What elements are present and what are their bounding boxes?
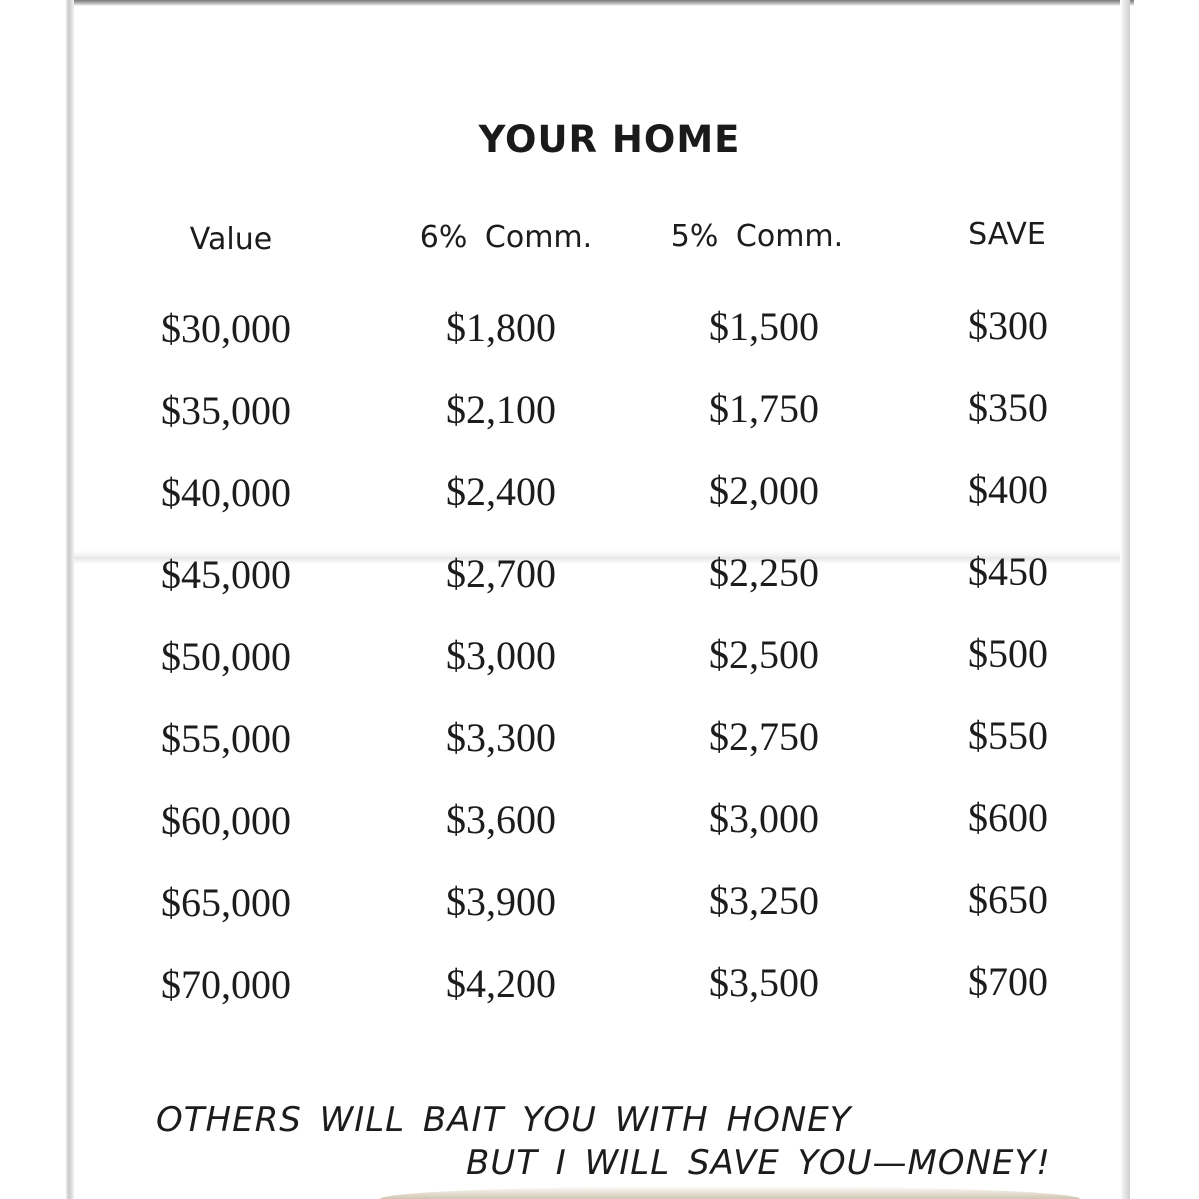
page-title: YOUR HOME xyxy=(478,118,741,161)
save-cell: $500 xyxy=(968,631,1048,676)
save-cell: $350 xyxy=(968,385,1048,430)
six-pct-comm-cell: $3,900 xyxy=(446,879,556,924)
slogan-line-1: OTHERS WILL BAIT YOU WITH HONEY xyxy=(156,1100,852,1140)
save-cell: $400 xyxy=(968,467,1048,512)
value-cell: $40,000 xyxy=(161,470,291,515)
value-cell: $30,000 xyxy=(161,306,291,351)
six-pct-comm-cell: $4,200 xyxy=(446,961,556,1006)
paper-left-edge xyxy=(66,0,74,1199)
save-cell: $600 xyxy=(968,795,1048,840)
value-cell: $45,000 xyxy=(161,552,291,597)
paper-top-edge xyxy=(74,0,1134,6)
five-pct-comm-cell: $1,750 xyxy=(709,386,819,431)
save-cell: $700 xyxy=(968,959,1048,1004)
six-pct-comm-cell: $2,700 xyxy=(446,551,556,596)
six-pct-comm-cell: $3,600 xyxy=(446,797,556,842)
six-pct-comm-cell: $1,800 xyxy=(446,305,556,350)
save-cell: $450 xyxy=(968,549,1048,594)
five-pct-comm-cell: $3,500 xyxy=(709,960,819,1005)
save-cell: $650 xyxy=(968,877,1048,922)
six-pct-comm-cell: $2,400 xyxy=(446,469,556,514)
value-cell: $50,000 xyxy=(161,634,291,679)
save-cell: $300 xyxy=(968,303,1048,348)
six-pct-comm-cell: $2,100 xyxy=(446,387,556,432)
five-pct-comm-cell: $2,250 xyxy=(709,550,819,595)
value-cell: $65,000 xyxy=(161,880,291,925)
slogan-line-2: BUT I WILL SAVE YOU—MONEY! xyxy=(466,1143,1051,1183)
save-cell: $550 xyxy=(968,713,1048,758)
six-pct-comm-cell: $3,000 xyxy=(446,633,556,678)
five-pct-comm-cell: $3,250 xyxy=(709,878,819,923)
value-cell: $35,000 xyxy=(161,388,291,433)
five-pct-comm-cell: $1,500 xyxy=(709,304,819,349)
value-cell: $55,000 xyxy=(161,716,291,761)
paper-right-edge xyxy=(1120,0,1130,1199)
six-pct-comm-cell: $3,300 xyxy=(446,715,556,760)
column-header-5pct-commission: 5% Comm. xyxy=(670,219,844,254)
paper-bottom-tear xyxy=(380,1186,1080,1199)
value-cell: $70,000 xyxy=(161,962,291,1007)
value-cell: $60,000 xyxy=(161,798,291,843)
five-pct-comm-cell: $3,000 xyxy=(709,796,819,841)
column-header-6pct-commission: 6% Comm. xyxy=(419,220,593,255)
column-header-value: Value xyxy=(189,222,273,257)
five-pct-comm-cell: $2,000 xyxy=(709,468,819,513)
five-pct-comm-cell: $2,750 xyxy=(709,714,819,759)
column-header-save: SAVE xyxy=(968,217,1046,252)
five-pct-comm-cell: $2,500 xyxy=(709,632,819,677)
